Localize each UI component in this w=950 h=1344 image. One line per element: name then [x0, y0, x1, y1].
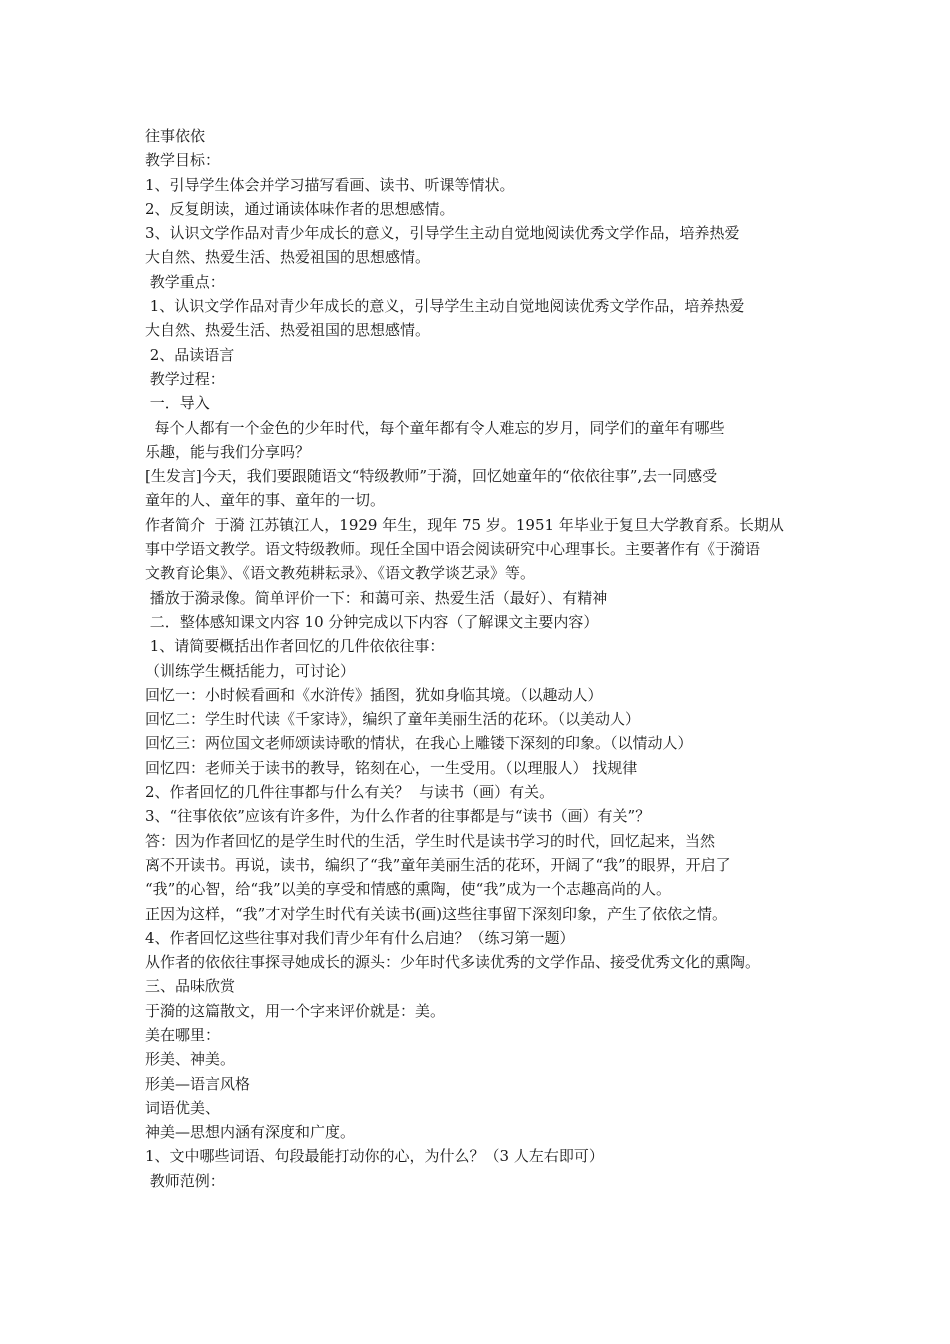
text-line: 2、作者回忆的几件往事都与什么有关？ 与读书（画）有关。 — [145, 783, 555, 802]
section-heading-process: 教学过程： — [145, 369, 225, 388]
text-line: 从作者的依依往事探寻她成长的源头：少年时代多读优秀的文学作品、接受优秀文化的熏陶。 — [145, 953, 761, 972]
text-line: 2、品读语言 — [145, 345, 235, 364]
text-line: 于漪的这篇散文，用一个字来评价就是：美。 — [145, 1001, 446, 1020]
text-line: “我”的心智，给“我”以美的享受和情感的熏陶，使“我”成为一个志趣高尚的人。 — [145, 880, 672, 899]
text-line: 文教育论集》、《语文教苑耕耘录》、《语文教学谈艺录》等。 — [145, 564, 536, 583]
document-body — [145, 124, 835, 1193]
text-line: 事中学语文教学。语文特级教师。现任全国中语会阅读研究中心理事长。主要著作有《于漪语 — [145, 540, 761, 559]
section-heading-overview: 二．整体感知课文内容 10 分钟完成以下内容（了解课文主要内容） — [145, 612, 599, 631]
text-line: 1、文中哪些词语、句段最能打动你的心，为什么？（3 人左右即可） — [145, 1147, 604, 1166]
text-line: 1、认识文学作品对青少年成长的意义，引导学生主动自觉地阅读优秀文学作品，培养热爱 — [145, 297, 745, 316]
text-line: 4、作者回忆这些往事对我们青少年有什么启迪？（练习第一题） — [145, 928, 575, 947]
document-title: 往事依依 — [145, 127, 206, 145]
text-line: 2、反复朗读，通过诵读体味作者的思想感情。 — [145, 199, 455, 218]
text-line: 离不开读书。再说，读书，编织了“我”童年美丽生活的花环，开阔了“我”的眼界，开启了 — [145, 855, 731, 874]
text-line: 大自然、热爱生活、热爱祖国的思想感情。 — [145, 321, 431, 340]
text-line: 形美、神美。 — [145, 1050, 236, 1069]
text-line: 童年的人、童年的事、童年的一切。 — [145, 491, 386, 510]
text-line: 乐趣，能与我们分享吗？ — [145, 442, 311, 461]
section-heading-objectives: 教学目标： — [145, 151, 221, 170]
text-line: 回忆四：老师关于读书的教导，铭刻在心，一生受用。（以理服人） 找规律 — [145, 758, 638, 777]
text-line: 词语优美、 — [145, 1098, 221, 1117]
text-line: 正因为这样，“我”才对学生时代有关读书(画)这些往事留下深刻印象，产生了依依之情。 — [145, 904, 728, 923]
text-line: 3、“往事依依”应该有许多件，为什么作者的往事都是与“读书（画）有关”？ — [145, 807, 651, 826]
text-line: 美在哪里： — [145, 1025, 221, 1044]
text-line: 3、认识文学作品对青少年成长的意义，引导学生主动自觉地阅读优秀文学作品，培养热爱 — [145, 224, 740, 243]
text-line: 神美—思想内涵有深度和广度。 — [145, 1123, 356, 1142]
section-heading-intro: 一．导入 — [145, 394, 210, 413]
text-line: （训练学生概括能力，可讨论） — [145, 661, 356, 680]
text-line: 教师范例： — [145, 1171, 225, 1190]
text-line: 回忆三：两位国文老师颂读诗歌的情状，在我心上雕镂下深刻的印象。（以情动人） — [145, 734, 693, 753]
text-line: 大自然、热爱生活、热爱祖国的思想感情。 — [145, 248, 431, 267]
text-line: 答：因为作者回忆的是学生时代的生活，学生时代是读书学习的时代，回忆起来，当然 — [145, 831, 716, 850]
text-line: 1、引导学生体会并学习描写看画、读书、听课等情状。 — [145, 175, 515, 194]
section-heading-appreciation: 三、品味欣赏 — [145, 977, 236, 996]
text-line: 作者简介 于漪 江苏镇江人，1929 年生，现年 75 岁。1951 年毕业于复旦大学教育系。长期从 — [145, 515, 784, 534]
text-line: 播放于漪录像。简单评价一下：和蔼可亲、热爱生活（最好）、有精神 — [145, 588, 608, 607]
text-line: [生发言]今天，我们要跟随语文“特级教师”于漪，回忆她童年的“依依往事”,去一同感受 — [145, 467, 718, 486]
text-line: 形美—语言风格 — [145, 1074, 251, 1093]
section-heading-key-points: 教学重点： — [145, 272, 225, 291]
text-line: 回忆二：学生时代读《千家诗》，编织了童年美丽生活的花环。（以美动人） — [145, 710, 641, 729]
text-line: 每个人都有一个金色的少年时代，每个童年都有令人难忘的岁月，同学们的童年有哪些 — [145, 418, 725, 437]
text-line: 1、请简要概括出作者回忆的几件依依往事： — [145, 637, 445, 656]
text-line: 回忆一：小时候看画和《水浒传》插图，犹如身临其境。（以趣动人） — [145, 685, 603, 704]
